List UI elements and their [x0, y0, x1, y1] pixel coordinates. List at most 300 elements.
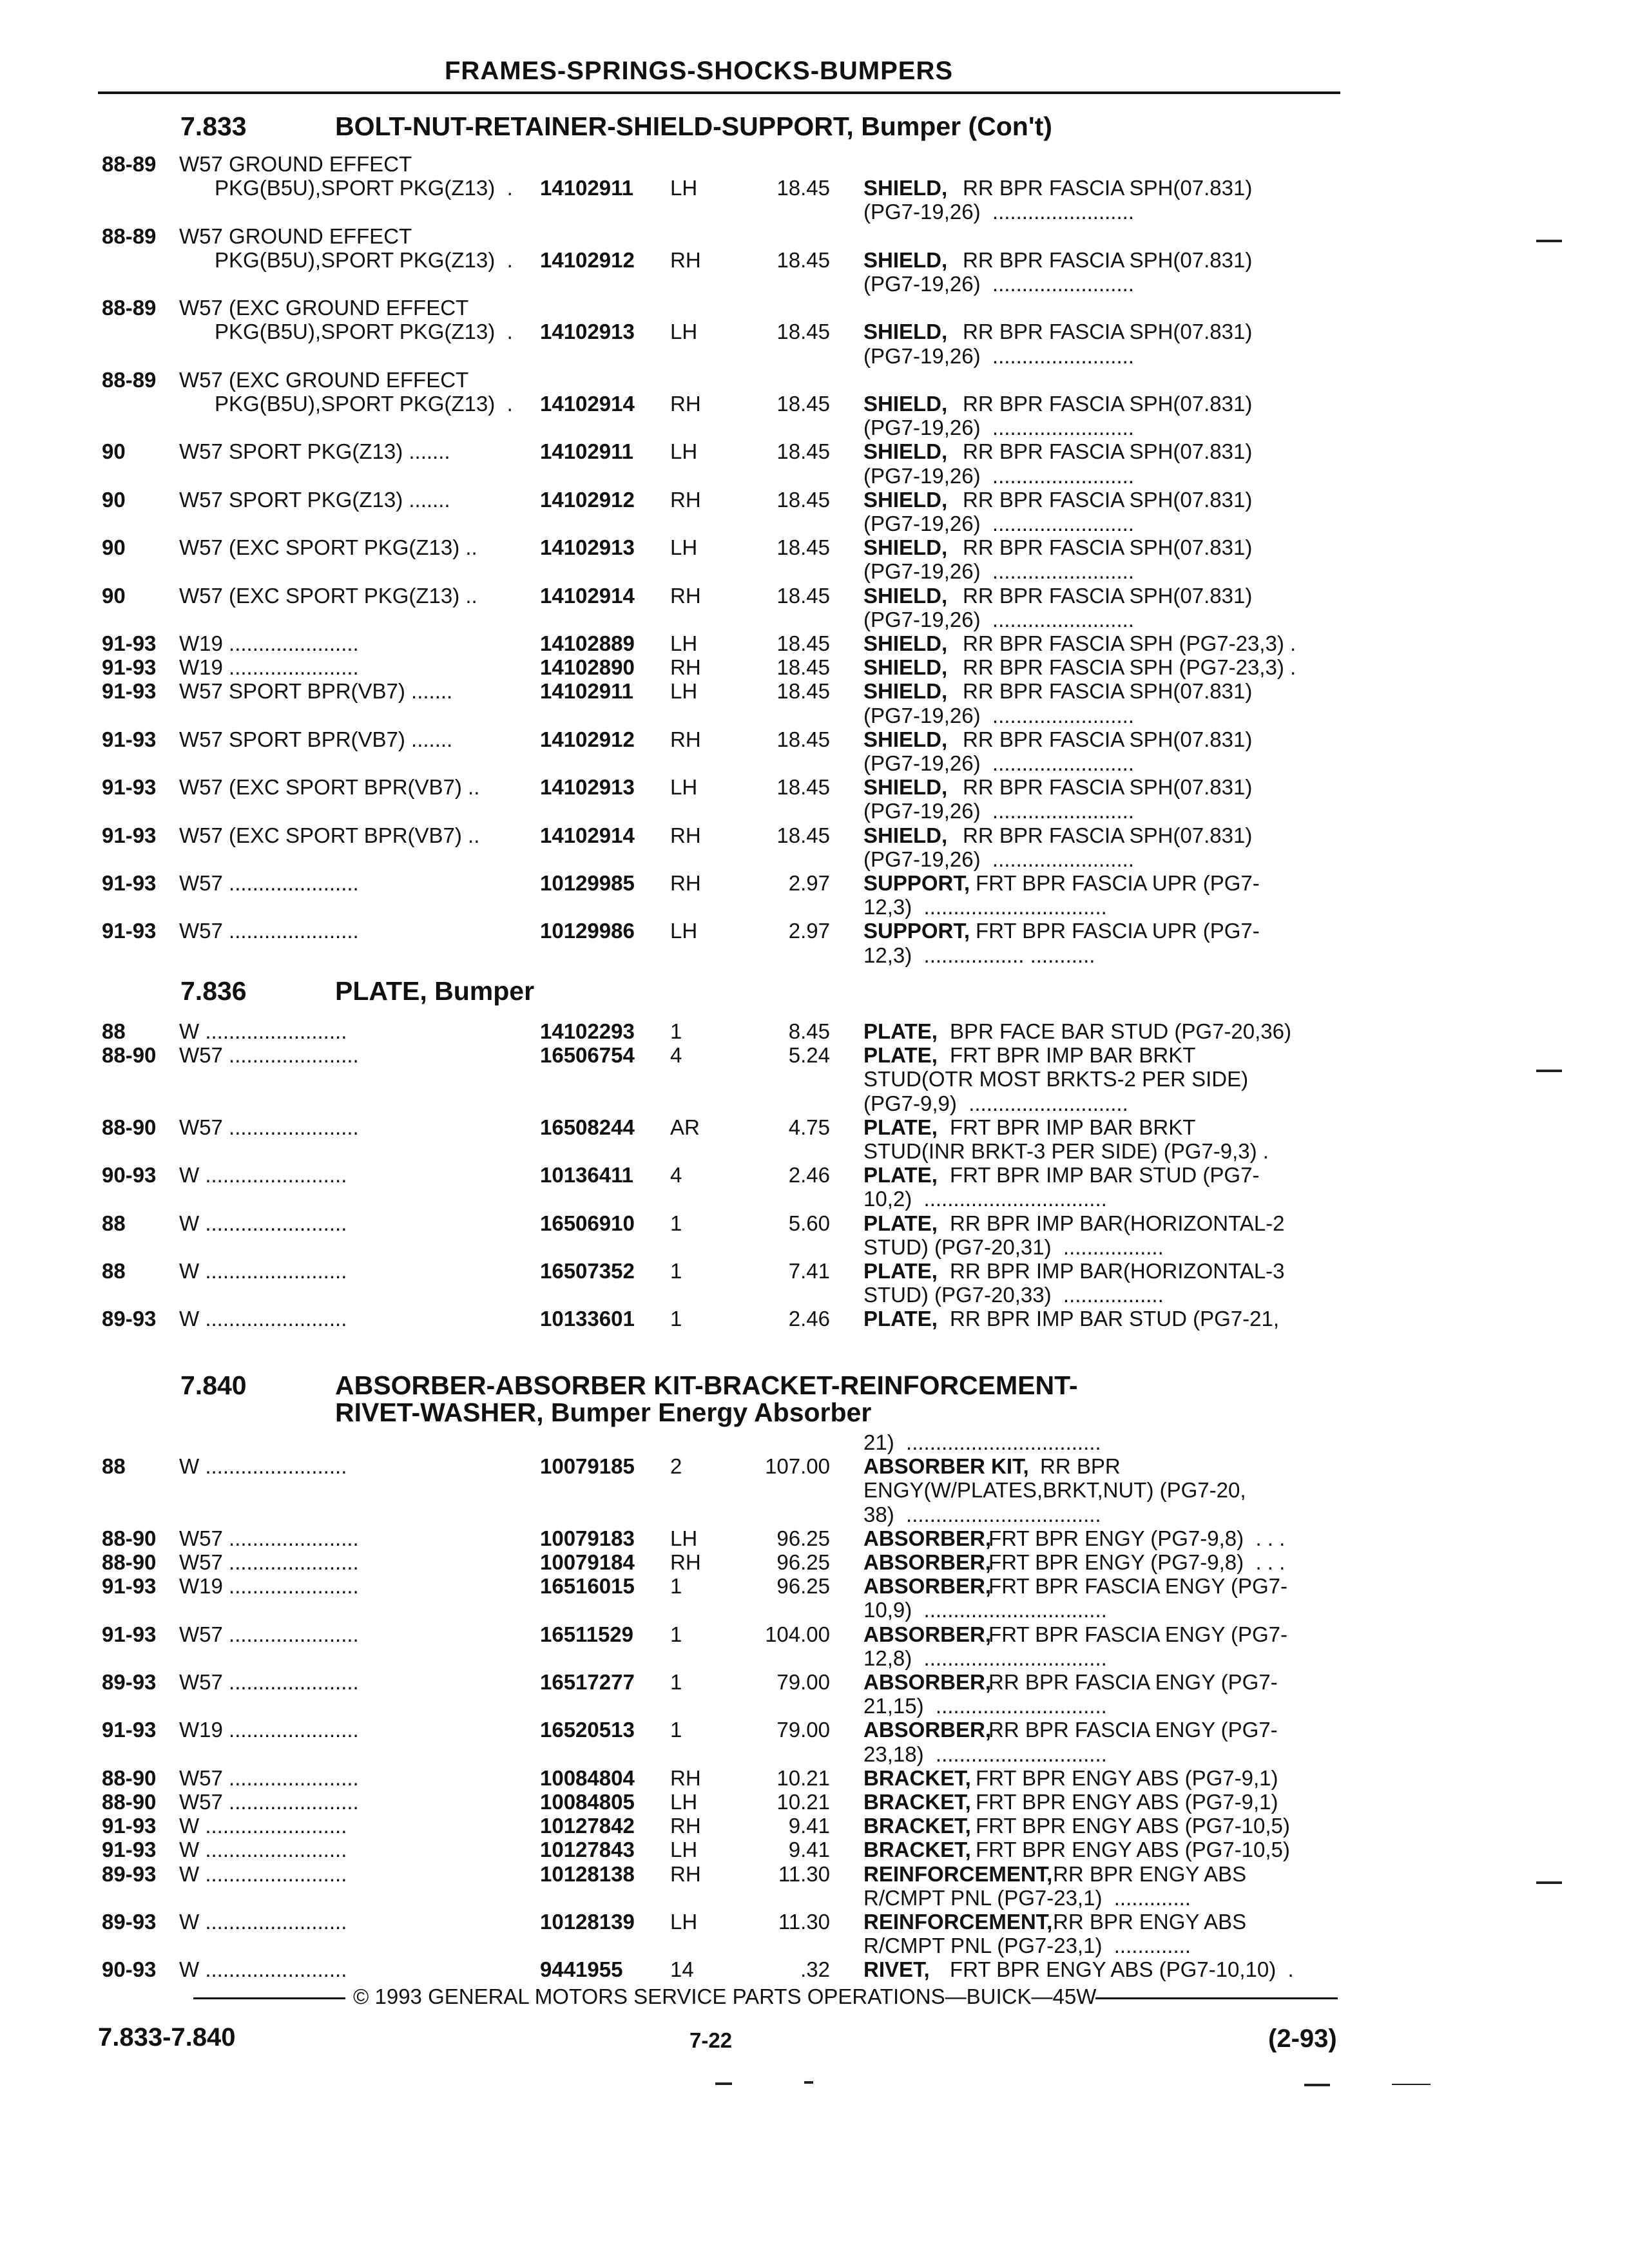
row-part-number: 14102890 — [540, 655, 635, 680]
row-quantity: LH — [670, 679, 698, 704]
row-model: W57 (EXC SPORT BPR(VB7) .. — [179, 823, 480, 847]
row-description: RR BPR FASCIA ENGY (PG7- — [988, 1670, 1278, 1694]
row-description: FRT BPR FASCIA ENGY (PG7- — [988, 1574, 1287, 1599]
row-quantity: LH — [670, 1526, 698, 1550]
row-model: W ........................ — [179, 1259, 347, 1283]
row-year: 88-89 — [102, 224, 157, 248]
row-quantity: LH — [670, 1910, 698, 1934]
row-price: 18.45 — [776, 535, 830, 560]
row-model: W57 ...................... — [179, 1670, 359, 1694]
row-model: W57 ...................... — [179, 1622, 359, 1646]
row-year: 91-93 — [102, 727, 157, 751]
row-part-number: 10133601 — [540, 1307, 635, 1331]
row-year: 88-89 — [102, 152, 157, 176]
row-part-number: 14102912 — [540, 487, 635, 512]
row-year: 90-93 — [102, 1163, 157, 1187]
list-item — [0, 535, 1629, 559]
row-description-label: SHIELD, — [863, 487, 948, 512]
row-price: 2.97 — [788, 871, 830, 895]
row-model: W57 SPORT PKG(Z13) ....... — [179, 487, 450, 512]
row-quantity: RH — [670, 247, 701, 272]
row-description: 23,18) ............................. — [863, 1742, 1107, 1766]
row-part-number: 16508244 — [540, 1115, 635, 1139]
row-description-label: BRACKET, — [863, 1790, 971, 1814]
row-description: RR BPR FASCIA ENGY (PG7- — [988, 1718, 1278, 1742]
row-description: (PG7-19,26) ........................ — [863, 607, 1134, 631]
list-item — [0, 608, 1629, 631]
row-description-label: SHIELD, — [863, 535, 948, 560]
row-part-number: 9441955 — [540, 1957, 623, 1982]
list-item — [0, 1235, 1629, 1259]
row-description-label: PLATE, — [863, 1259, 938, 1283]
row-description: RR BPR FASCIA SPH (PG7-23,3) . — [963, 655, 1296, 680]
row-description: R/CMPT PNL (PG7-23,1) ............. — [863, 1934, 1191, 1958]
row-quantity: 4 — [670, 1043, 682, 1068]
row-description: (PG7-19,26) ........................ — [863, 512, 1134, 535]
row-description: RR BPR FASCIA SPH(07.831) — [963, 583, 1253, 608]
row-part-number: 10129986 — [540, 919, 635, 943]
row-model: W ........................ — [179, 1211, 347, 1235]
row-year: 91-93 — [102, 1622, 157, 1646]
row-year: 88-90 — [102, 1550, 157, 1574]
row-quantity: LH — [670, 535, 698, 560]
row-year: 90 — [102, 583, 126, 608]
row-part-number: 14102913 — [540, 320, 635, 344]
row-description-label: SHIELD, — [863, 320, 948, 344]
footer-rule-right — [1095, 1997, 1338, 1999]
list-item — [0, 1814, 1629, 1838]
row-part-number: 10079185 — [540, 1454, 635, 1479]
row-model: W57 SPORT BPR(VB7) ....... — [179, 679, 453, 704]
row-year: 89-93 — [102, 1307, 157, 1331]
row-description-label: PLATE, — [863, 1115, 938, 1139]
row-quantity: RH — [670, 583, 701, 608]
row-description: FRT BPR FASCIA UPR (PG7- — [976, 871, 1260, 895]
list-item — [0, 1550, 1629, 1574]
row-description: FRT BPR FASCIA ENGY (PG7- — [988, 1622, 1287, 1646]
list-item — [0, 847, 1629, 871]
list-item — [0, 272, 1629, 296]
row-description: (PG7-19,26) ........................ — [863, 847, 1134, 871]
row-part-number: 14102293 — [540, 1019, 635, 1043]
row-year: 91-93 — [102, 1838, 157, 1862]
row-quantity: RH — [670, 655, 701, 680]
row-quantity: 1 — [670, 1670, 682, 1694]
row-description: FRT BPR ENGY ABS (PG7-10,5) — [976, 1814, 1290, 1838]
row-quantity: 4 — [670, 1163, 682, 1187]
list-item — [0, 823, 1629, 847]
row-year: 90 — [102, 487, 126, 512]
row-description: RR BPR FASCIA SPH(07.831) — [963, 176, 1253, 200]
row-description-label: SHIELD, — [863, 247, 948, 272]
row-description-label: BRACKET, — [863, 1765, 971, 1790]
list-item — [0, 1211, 1629, 1235]
list-item — [0, 1454, 1629, 1478]
list-item — [0, 895, 1629, 919]
row-model: W57 ...................... — [179, 871, 359, 895]
row-price: 4.75 — [788, 1115, 830, 1139]
row-description: RR BPR — [1040, 1454, 1121, 1479]
section-heading — [0, 112, 1629, 144]
row-description: (PG7-19,26) ........................ — [863, 751, 1134, 775]
row-model: W57 ...................... — [179, 1526, 359, 1550]
row-description: RR BPR FASCIA SPH(07.831) — [963, 247, 1253, 272]
row-price: 96.25 — [776, 1574, 830, 1599]
row-part-number: 16506910 — [540, 1211, 635, 1235]
row-model: W19 ...................... — [179, 1574, 359, 1599]
row-description: RR BPR FASCIA SPH(07.831) — [963, 535, 1253, 560]
list-item — [0, 1838, 1629, 1861]
list-item — [0, 1646, 1629, 1670]
row-price: 79.00 — [776, 1718, 830, 1742]
margin-mark — [1536, 1070, 1562, 1072]
list-item — [0, 1139, 1629, 1163]
row-year: 88-90 — [102, 1043, 157, 1068]
row-description: STUD(OTR MOST BRKTS-2 PER SIDE) — [863, 1067, 1249, 1091]
section-heading — [0, 1371, 1629, 1429]
row-description: ENGY(W/PLATES,BRKT,NUT) (PG7-20, — [863, 1478, 1246, 1503]
row-year: 88 — [102, 1259, 126, 1283]
row-model: W ........................ — [179, 1814, 347, 1838]
row-description: FRT BPR FASCIA UPR (PG7- — [976, 919, 1260, 943]
section-number: 7.833 — [180, 111, 247, 141]
row-part-number: 14102911 — [540, 439, 634, 464]
row-description: RR BPR IMP BAR(HORIZONTAL-3 — [950, 1259, 1285, 1283]
list-item — [0, 1718, 1629, 1742]
row-model: W57 ...................... — [179, 1550, 359, 1574]
row-model: W57 GROUND EFFECT — [179, 152, 412, 176]
list-item — [0, 1526, 1629, 1550]
row-description-label: RIVET, — [863, 1957, 930, 1982]
row-description-label: SHIELD, — [863, 439, 948, 464]
row-description-label: SHIELD, — [863, 727, 948, 751]
list-item — [0, 1934, 1629, 1957]
row-model: W ........................ — [179, 1163, 347, 1187]
row-price: 18.45 — [776, 631, 830, 655]
row-model: W57 ...................... — [179, 919, 359, 943]
row-quantity: 1 — [670, 1307, 682, 1331]
row-quantity: 1 — [670, 1622, 682, 1646]
footer-page-number: 7-22 — [689, 2028, 733, 2052]
row-part-number: 16516015 — [540, 1574, 635, 1599]
row-price: 5.24 — [788, 1043, 830, 1068]
row-description: FRT BPR IMP BAR BRKT — [950, 1115, 1196, 1139]
row-description: RR BPR ENGY ABS — [1053, 1861, 1247, 1886]
row-price: 2.46 — [788, 1163, 830, 1187]
row-description-label: REINFORCEMENT, — [863, 1861, 1053, 1886]
row-description: R/CMPT PNL (PG7-23,1) ............. — [863, 1885, 1191, 1910]
row-model: W57 (EXC SPORT PKG(Z13) .. — [179, 535, 477, 560]
row-year: 88-90 — [102, 1526, 157, 1550]
row-year: 88 — [102, 1019, 126, 1043]
list-item — [0, 1694, 1629, 1718]
list-item — [0, 392, 1629, 416]
row-quantity: RH — [670, 823, 701, 847]
row-description: 21) ................................. — [863, 1430, 1101, 1454]
row-price: 18.45 — [776, 487, 830, 512]
row-quantity: LH — [670, 176, 698, 200]
row-description-label: ABSORBER, — [863, 1622, 992, 1646]
row-part-number: 14102911 — [540, 679, 634, 704]
row-part-number: 14102914 — [540, 392, 635, 416]
row-price: 18.45 — [776, 176, 830, 200]
row-price: 5.60 — [788, 1211, 830, 1235]
row-description-label: ABSORBER, — [863, 1574, 992, 1599]
row-description-label: ABSORBER KIT, — [863, 1454, 1029, 1479]
row-description: RR BPR FASCIA SPH(07.831) — [963, 727, 1253, 751]
list-item — [0, 1187, 1629, 1211]
row-quantity: RH — [670, 487, 701, 512]
list-item — [0, 224, 1629, 248]
row-year: 89-93 — [102, 1670, 157, 1694]
list-item — [0, 631, 1629, 655]
row-model: W57 SPORT BPR(VB7) ....... — [179, 727, 453, 751]
row-quantity: LH — [670, 320, 698, 344]
row-description-label: ABSORBER, — [863, 1718, 992, 1742]
list-item — [0, 416, 1629, 439]
row-description: RR BPR ENGY ABS — [1053, 1910, 1247, 1934]
row-description: RR BPR IMP BAR STUD (PG7-21, — [950, 1307, 1280, 1331]
row-price: 18.45 — [776, 775, 830, 800]
row-part-number: 10136411 — [540, 1163, 634, 1187]
row-model: PKG(B5U),SPORT PKG(Z13) . — [179, 392, 513, 416]
list-item — [0, 1430, 1629, 1454]
list-item — [0, 1742, 1629, 1766]
row-year: 89-93 — [102, 1861, 157, 1886]
row-part-number: 16517277 — [540, 1670, 635, 1694]
row-year: 91-93 — [102, 1814, 157, 1838]
row-description: FRT BPR IMP BAR STUD (PG7- — [950, 1163, 1260, 1187]
list-item — [0, 775, 1629, 799]
list-item — [0, 1307, 1629, 1331]
row-description-label: PLATE, — [863, 1211, 938, 1235]
row-quantity: LH — [670, 439, 698, 464]
margin-mark — [1536, 1881, 1562, 1884]
row-year: 90 — [102, 535, 126, 560]
row-description-label: SHIELD, — [863, 176, 948, 200]
row-quantity: LH — [670, 1838, 698, 1862]
row-description: FRT BPR ENGY ABS (PG7-10,10) . — [950, 1957, 1294, 1982]
row-description-label: SHIELD, — [863, 775, 948, 800]
scan-mark — [715, 2082, 732, 2085]
margin-mark — [1536, 240, 1562, 242]
row-year: 89-93 — [102, 1910, 157, 1934]
row-description-label: PLATE, — [863, 1043, 938, 1068]
row-year: 88-90 — [102, 1765, 157, 1790]
row-price: 18.45 — [776, 439, 830, 464]
row-quantity: 2 — [670, 1454, 682, 1479]
row-description: RR BPR FASCIA SPH(07.831) — [963, 775, 1253, 800]
row-part-number: 10127842 — [540, 1814, 635, 1838]
row-description: RR BPR FASCIA SPH(07.831) — [963, 487, 1253, 512]
row-year: 88-89 — [102, 296, 157, 320]
list-item — [0, 1043, 1629, 1067]
list-item — [0, 1259, 1629, 1283]
row-description: 10,9) ............................... — [863, 1598, 1107, 1622]
row-part-number: 10128139 — [540, 1910, 635, 1934]
section-title: BOLT-NUT-RETAINER-SHIELD-SUPPORT, Bumper (Con't) — [335, 111, 1052, 141]
row-description: (PG7-19,26) ........................ — [863, 559, 1134, 584]
list-item — [0, 200, 1629, 224]
row-year: 91-93 — [102, 1718, 157, 1742]
row-model: W57 (EXC GROUND EFFECT — [179, 296, 469, 320]
row-description: 12,3) ................. ........... — [863, 943, 1095, 967]
row-quantity: 1 — [670, 1019, 682, 1043]
row-year: 91-93 — [102, 871, 157, 895]
row-price: 96.25 — [776, 1526, 830, 1550]
row-quantity: LH — [670, 919, 698, 943]
row-price: 104.00 — [765, 1622, 830, 1646]
list-item — [0, 1622, 1629, 1646]
list-item — [0, 584, 1629, 608]
row-model: PKG(B5U),SPORT PKG(Z13) . — [179, 247, 513, 272]
section-number: 7.836 — [180, 976, 247, 1006]
row-quantity: 1 — [670, 1211, 682, 1235]
row-quantity: AR — [670, 1115, 700, 1139]
row-description: (PG7-19,26) ........................ — [863, 200, 1134, 224]
row-quantity: RH — [670, 392, 701, 416]
list-item — [0, 464, 1629, 488]
row-description: FRT BPR ENGY (PG7-9,8) . . . — [988, 1526, 1286, 1550]
row-part-number: 10127843 — [540, 1838, 635, 1862]
row-description: RR BPR FASCIA SPH(07.831) — [963, 679, 1253, 704]
row-description: FRT BPR ENGY ABS (PG7-9,1) — [976, 1765, 1278, 1790]
row-part-number: 16511529 — [540, 1622, 634, 1646]
section-title: PLATE, Bumper — [335, 976, 535, 1006]
scan-mark — [804, 2081, 813, 2084]
row-model: W19 ...................... — [179, 655, 359, 680]
row-quantity: LH — [670, 631, 698, 655]
row-description-label: ABSORBER, — [863, 1550, 992, 1574]
row-price: 18.45 — [776, 655, 830, 680]
row-year: 91-93 — [102, 823, 157, 847]
row-description: RR BPR FASCIA SPH (PG7-23,3) . — [963, 631, 1296, 655]
row-description: FRT BPR ENGY ABS (PG7-10,5) — [976, 1838, 1290, 1862]
row-description-label: BRACKET, — [863, 1814, 971, 1838]
list-item — [0, 296, 1629, 320]
list-item — [0, 559, 1629, 583]
list-item — [0, 919, 1629, 943]
row-description: 12,8) ............................... — [863, 1646, 1107, 1670]
row-part-number: 14102889 — [540, 631, 635, 655]
list-item — [0, 439, 1629, 463]
row-price: 10.21 — [776, 1790, 830, 1814]
list-item — [0, 943, 1629, 967]
row-part-number: 16506754 — [540, 1043, 635, 1068]
row-year: 88-90 — [102, 1790, 157, 1814]
section-heading — [0, 977, 1629, 1009]
list-item — [0, 1019, 1629, 1043]
section-number: 7.840 — [180, 1370, 247, 1400]
list-item — [0, 1957, 1629, 1981]
row-description-label: ABSORBER, — [863, 1670, 992, 1694]
row-description: (PG7-19,26) ........................ — [863, 343, 1134, 368]
row-description: 12,3) ............................... — [863, 895, 1107, 919]
row-part-number: 16507352 — [540, 1259, 635, 1283]
row-price: 18.45 — [776, 823, 830, 847]
row-model: W57 SPORT PKG(Z13) ....... — [179, 439, 450, 464]
row-price: 18.45 — [776, 247, 830, 272]
row-part-number: 10084804 — [540, 1765, 635, 1790]
row-model: W57 (EXC SPORT BPR(VB7) .. — [179, 775, 480, 800]
list-item — [0, 320, 1629, 343]
row-model: W19 ...................... — [179, 1718, 359, 1742]
row-description: FRT BPR ENGY (PG7-9,8) . . . — [988, 1550, 1286, 1574]
list-item — [0, 1067, 1629, 1091]
row-description-label: SHIELD, — [863, 823, 948, 847]
list-item — [0, 368, 1629, 392]
row-part-number: 10079183 — [540, 1526, 635, 1550]
row-quantity: RH — [670, 727, 701, 751]
row-price: 79.00 — [776, 1670, 830, 1694]
list-item — [0, 1790, 1629, 1814]
row-description-label: SHIELD, — [863, 679, 948, 704]
list-item — [0, 1283, 1629, 1307]
row-part-number: 14102912 — [540, 727, 635, 751]
row-description: RR BPR FASCIA SPH(07.831) — [963, 823, 1253, 847]
list-item — [0, 344, 1629, 368]
list-item — [0, 799, 1629, 823]
row-price: 107.00 — [765, 1454, 830, 1479]
row-model: W57 ...................... — [179, 1115, 359, 1139]
row-model: W ........................ — [179, 1861, 347, 1886]
row-description: 21,15) ............................. — [863, 1694, 1107, 1718]
list-item — [0, 871, 1629, 895]
row-description: RR BPR FASCIA SPH(07.831) — [963, 439, 1253, 464]
list-item — [0, 1766, 1629, 1790]
row-year: 90-93 — [102, 1957, 157, 1982]
row-model: W ........................ — [179, 1910, 347, 1934]
row-year: 88 — [102, 1454, 126, 1479]
list-item — [0, 727, 1629, 751]
row-quantity: RH — [670, 1861, 701, 1886]
row-model: W57 ...................... — [179, 1765, 359, 1790]
row-description: 38) ................................. — [863, 1502, 1101, 1526]
row-model: W19 ...................... — [179, 631, 359, 655]
list-item — [0, 1670, 1629, 1694]
row-part-number: 14102914 — [540, 583, 635, 608]
row-description: RR BPR FASCIA SPH(07.831) — [963, 320, 1253, 344]
row-description: BPR FACE BAR STUD (PG7-20,36) — [950, 1019, 1291, 1043]
row-description: RR BPR IMP BAR(HORIZONTAL-2 — [950, 1211, 1285, 1235]
footer-rule-left — [193, 1997, 345, 1999]
row-quantity: LH — [670, 1790, 698, 1814]
row-part-number: 14102914 — [540, 823, 635, 847]
row-description-label: SHIELD, — [863, 392, 948, 416]
row-model: W ........................ — [179, 1838, 347, 1862]
row-quantity: 1 — [670, 1718, 682, 1742]
list-item — [0, 751, 1629, 775]
row-part-number: 10084805 — [540, 1790, 635, 1814]
row-model: W57 GROUND EFFECT — [179, 224, 412, 248]
row-description: 10,2) ............................... — [863, 1187, 1107, 1211]
row-price: 7.41 — [788, 1259, 830, 1283]
row-description-label: SHIELD, — [863, 631, 948, 655]
row-year: 88 — [102, 1211, 126, 1235]
row-description: STUD(INR BRKT-3 PER SIDE) (PG7-9,3) . — [863, 1139, 1269, 1163]
list-item — [0, 1598, 1629, 1622]
row-year: 88-89 — [102, 367, 157, 392]
row-part-number: 14102913 — [540, 535, 635, 560]
list-item — [0, 488, 1629, 512]
list-item — [0, 1503, 1629, 1526]
row-price: 18.45 — [776, 679, 830, 704]
row-price: 8.45 — [788, 1019, 830, 1043]
row-year: 90 — [102, 439, 126, 464]
row-year: 91-93 — [102, 1574, 157, 1599]
row-year: 91-93 — [102, 919, 157, 943]
list-item — [0, 1163, 1629, 1187]
